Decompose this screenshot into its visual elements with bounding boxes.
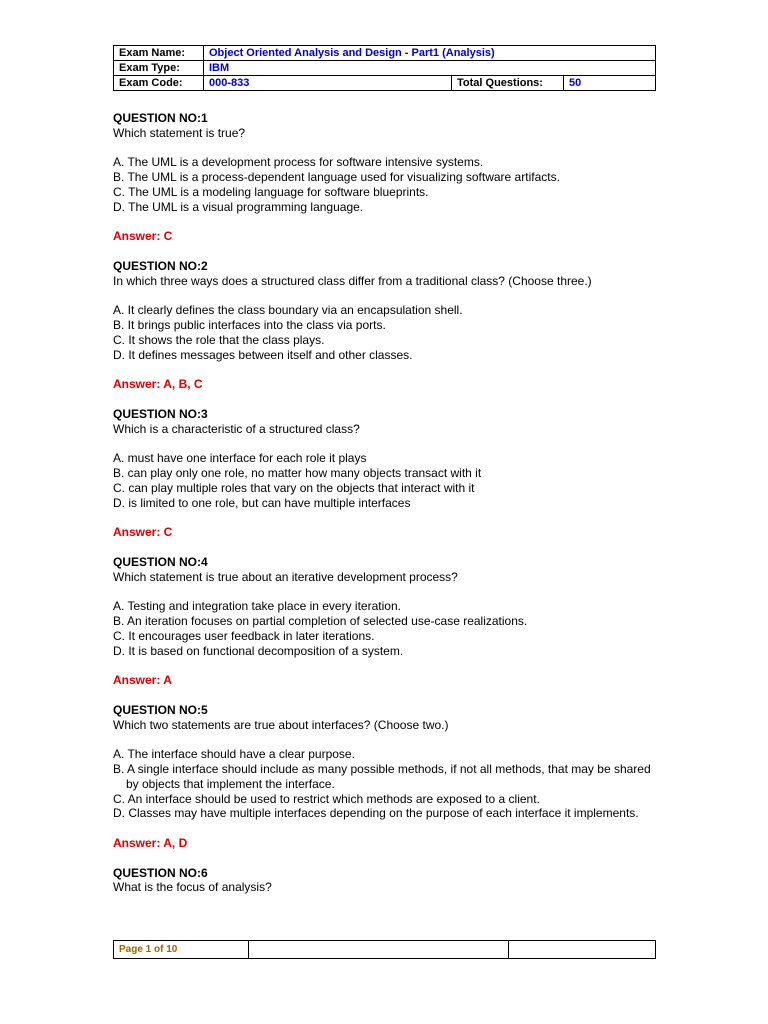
page-number: Page 1 of 10 bbox=[114, 941, 249, 959]
question-block-1 bbox=[113, 111, 658, 244]
option-list bbox=[113, 747, 658, 821]
option-b: B. It brings public interfaces into the class via ports. bbox=[113, 318, 386, 333]
answer-label: Answer: C bbox=[113, 525, 173, 540]
exam-type-label: Exam Type: bbox=[114, 61, 204, 76]
option-b: B. A single interface should include as many possible methods, if not all methods, that may be shared by objects that implement the interface. bbox=[113, 762, 651, 791]
option-b: B. An iteration focuses on partial completion of selected use-case realizations. bbox=[113, 614, 528, 629]
question-title: QUESTION NO:5 bbox=[113, 702, 208, 717]
question-title: QUESTION NO:4 bbox=[113, 554, 208, 569]
questions-content bbox=[113, 111, 658, 910]
total-questions-value: 50 bbox=[564, 76, 656, 91]
option-a: A. must have one interface for each role it plays bbox=[113, 451, 367, 466]
exam-name-row bbox=[114, 46, 656, 61]
question-title: QUESTION NO:2 bbox=[113, 258, 208, 273]
question-text: Which statement is true about an iterative development process? bbox=[113, 569, 458, 584]
exam-type-row bbox=[114, 61, 656, 76]
question-block-6 bbox=[113, 866, 658, 896]
option-c: C. It encourages user feedback in later iterations. bbox=[113, 628, 375, 643]
option-d: D. is limited to one role, but can have multiple interfaces bbox=[113, 495, 411, 510]
option-d: D. Classes may have multiple interfaces depending on the purpose of each interface it implements. bbox=[113, 806, 639, 821]
option-c: C. can play multiple roles that vary on the objects that interact with it bbox=[113, 480, 475, 495]
exam-type-value: IBM bbox=[204, 61, 656, 76]
question-text: Which two statements are true about interfaces? (Choose two.) bbox=[113, 717, 449, 732]
question-block-3 bbox=[113, 407, 658, 540]
question-title: QUESTION NO:6 bbox=[113, 865, 208, 880]
total-questions-label: Total Questions: bbox=[452, 76, 564, 91]
option-d: D. It is based on functional decomposition of a system. bbox=[113, 643, 404, 658]
exam-header-table bbox=[113, 45, 656, 91]
question-title: QUESTION NO:1 bbox=[113, 111, 208, 125]
question-block-4 bbox=[113, 555, 658, 688]
footer-cell-blank bbox=[249, 941, 509, 959]
question-text: In which three ways does a structured class differ from a traditional class? (Choose three.) bbox=[113, 273, 592, 288]
question-title: QUESTION NO:3 bbox=[113, 406, 208, 421]
question-text: Which is a characteristic of a structured class? bbox=[113, 421, 360, 436]
footer-cell-blank bbox=[509, 941, 656, 959]
question-text: Which statement is true? bbox=[113, 125, 246, 140]
question-text: What is the focus of analysis? bbox=[113, 880, 272, 895]
option-list bbox=[113, 155, 658, 214]
exam-code-row bbox=[114, 76, 656, 91]
exam-name-value: Object Oriented Analysis and Design - Part1 (Analysis) bbox=[204, 46, 656, 61]
option-c: C. It shows the role that the class plays. bbox=[113, 332, 325, 347]
option-list bbox=[113, 599, 658, 658]
option-c: C. The UML is a modeling language for software blueprints. bbox=[113, 184, 429, 199]
page-footer-table bbox=[113, 940, 656, 959]
answer-label: Answer: A, D bbox=[113, 836, 188, 851]
question-block-5 bbox=[113, 703, 658, 851]
answer-label: Answer: A, B, C bbox=[113, 377, 203, 392]
question-block-2 bbox=[113, 259, 658, 392]
option-d: D. The UML is a visual programming language. bbox=[113, 199, 364, 214]
exam-code-label: Exam Code: bbox=[114, 76, 204, 91]
option-b: B. can play only one role, no matter how many objects transact with it bbox=[113, 466, 482, 481]
answer-label: Answer: C bbox=[113, 229, 173, 244]
option-list bbox=[113, 451, 658, 510]
exam-code-value: 000-833 bbox=[204, 76, 452, 91]
exam-name-label: Exam Name: bbox=[114, 46, 204, 61]
option-a: A. It clearly defines the class boundary via an encapsulation shell. bbox=[113, 303, 463, 318]
option-list bbox=[113, 303, 658, 362]
option-a: A. The UML is a development process for software intensive systems. bbox=[113, 155, 484, 170]
option-c: C. An interface should be used to restrict which methods are exposed to a client. bbox=[113, 791, 540, 806]
option-a: A. Testing and integration take place in every iteration. bbox=[113, 599, 401, 614]
option-a: A. The interface should have a clear purpose. bbox=[113, 747, 355, 762]
option-b: B. The UML is a process-dependent language used for visualizing software artifacts. bbox=[113, 170, 560, 185]
option-d: D. It defines messages between itself and other classes. bbox=[113, 347, 413, 362]
answer-label: Answer: A bbox=[113, 673, 172, 688]
